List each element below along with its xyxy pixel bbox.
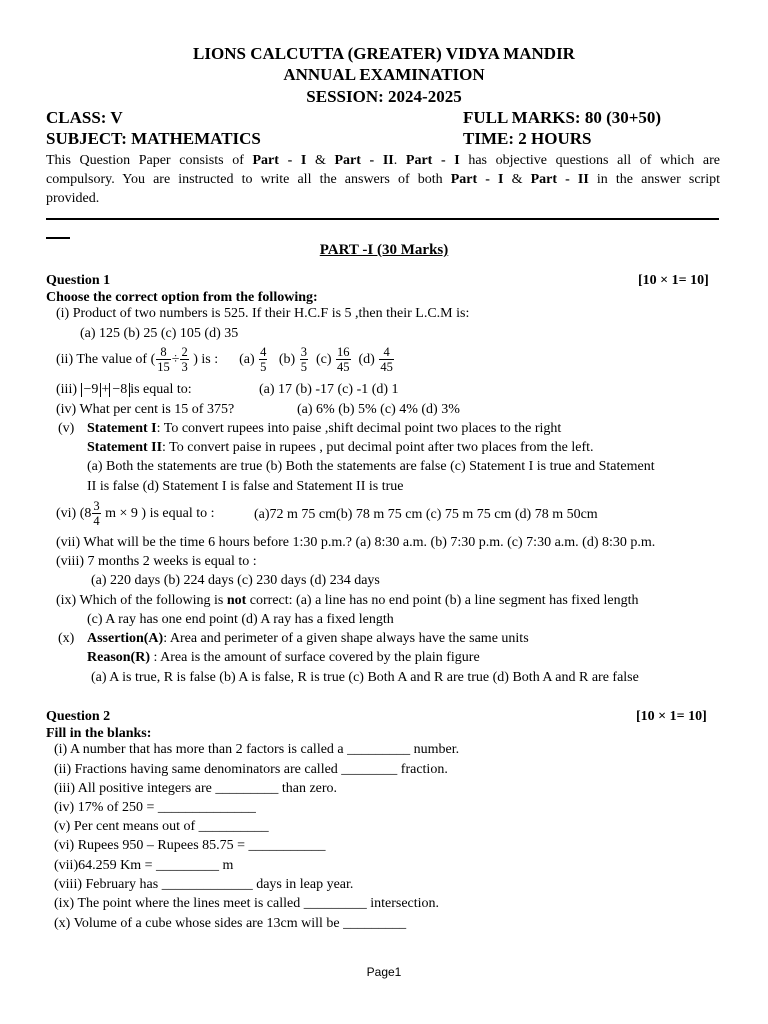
q1-v-statement-2: Statement II: To convert paise in rupees , put decimal point after two places from the left. bbox=[87, 440, 594, 455]
q1-ii: (ii) The value of ( $\frac{8}{15}$ ÷ $\frac{2}{3}$ ) is : (a) $\frac{4}{5}$ (b) $\frac{3}{5}$ (c) $\frac{16}{45}$ (d) $\frac{4}{45}$ bbox=[56, 345, 393, 375]
q1-x-reason: Reason(R) : Area is the amount of surface covered by the plain figure bbox=[87, 650, 480, 665]
q1-ix-line-2: (c) A ray has one end point (d) A ray has a fixed length bbox=[87, 612, 394, 627]
divider-line-tail bbox=[46, 237, 70, 239]
q1-v-statement-1: Statement I: To convert rupees into paise ,shift decimal point two places to the right bbox=[87, 421, 562, 436]
absolute-value: −8 bbox=[109, 383, 130, 397]
q1-iv-options: (a) 6% (b) 5% (c) 4% (d) 3% bbox=[297, 402, 460, 417]
fraction: $\frac{4}{45}$ bbox=[380, 345, 393, 375]
q1-viii-question: (viii) 7 months 2 weeks is equal to : bbox=[56, 554, 257, 569]
blank-item: (ix) The point where the lines meet is called _________ intersection. bbox=[54, 896, 440, 911]
blank-item: (v) Per cent means out of __________ bbox=[54, 819, 269, 834]
question-2-marks: [10 × 1= 10] bbox=[636, 709, 707, 724]
q1-iv-question: (iv) What per cent is 15 of 375? bbox=[56, 402, 235, 417]
part-1-title: PART -I (30 Marks) bbox=[319, 242, 449, 258]
time-label: TIME: 2 HOURS bbox=[463, 129, 592, 148]
blank-item: (iv) 17% of 250 = ______________ bbox=[54, 800, 256, 815]
question-2-instruction: Fill in the blanks: bbox=[46, 726, 152, 741]
absolute-value: −9 bbox=[81, 383, 102, 397]
q1-vi: (vi) (8 $\frac{3}{4}$ m × 9 ) is equal to : bbox=[56, 499, 215, 529]
subject-label: SUBJECT: MATHEMATICS bbox=[46, 129, 261, 148]
fraction: $\frac{16}{45}$ bbox=[337, 345, 350, 375]
fraction: $\frac{3}{5}$ bbox=[300, 345, 307, 375]
q1-x-number: (x) bbox=[58, 631, 75, 646]
exam-title: ANNUAL EXAMINATION bbox=[283, 65, 485, 84]
q1-iii: (iii) −9 + −8 is equal to: bbox=[56, 382, 192, 397]
fraction: $\frac{3}{4}$ bbox=[93, 499, 100, 529]
q1-v-options-line-2: II is false (d) Statement I is false and Statement II is true bbox=[87, 479, 404, 494]
q1-vii: (vii) What will be the time 6 hours before 1:30 p.m.? (a) 8:30 a.m. (b) 7:30 p.m. (c) 7:30 a.m. (d) 8:30 p.m. bbox=[56, 535, 656, 550]
blank-item: (viii) February has _____________ days in leap year. bbox=[54, 877, 354, 892]
blank-item: (ii) Fractions having same denominators are called ________ fraction. bbox=[54, 762, 448, 777]
class-label: CLASS: V bbox=[46, 108, 123, 127]
q1-iii-options: (a) 17 (b) -17 (c) -1 (d) 1 bbox=[259, 382, 399, 397]
divider-line bbox=[46, 218, 719, 220]
q1-i-question: (i) Product of two numbers is 525. If their H.C.F is 5 ,then their L.C.M is: bbox=[56, 306, 470, 321]
blank-item: (i) A number that has more than 2 factors is called a _________ number. bbox=[54, 742, 460, 757]
q1-x-options: (a) A is true, R is false (b) A is false, R is true (c) Both A and R are true (d) Both A and R are false bbox=[91, 670, 639, 685]
q1-x-assertion: Assertion(A): Area and perimeter of a given shape always have the same units bbox=[87, 631, 529, 646]
question-2-title: Question 2 bbox=[46, 709, 111, 724]
school-name: LIONS CALCUTTA (GREATER) VIDYA MANDIR bbox=[193, 44, 575, 63]
question-1-title: Question 1 bbox=[46, 273, 111, 288]
q1-vi-options: (a)72 m 75 cm(b) 78 m 75 cm (c) 75 m 75 cm (d) 78 m 50cm bbox=[254, 507, 598, 522]
blank-item: (iii) All positive integers are _________ than zero. bbox=[54, 781, 338, 796]
session-title: SESSION: 2024-2025 bbox=[306, 87, 462, 106]
fraction: $\frac{4}{5}$ bbox=[260, 345, 267, 375]
fraction: $\frac{2}{3}$ bbox=[181, 345, 188, 375]
fraction: $\frac{8}{15}$ bbox=[157, 345, 170, 375]
q1-i-options: (a) 125 (b) 25 (c) 105 (d) 35 bbox=[80, 326, 239, 341]
blank-item: (vii)64.259 Km = _________ m bbox=[54, 858, 234, 873]
q1-viii-options: (a) 220 days (b) 224 days (c) 230 days (d) 234 days bbox=[91, 573, 380, 588]
question-1-instruction: Choose the correct option from the following: bbox=[46, 290, 318, 305]
q1-v-number: (v) bbox=[58, 421, 75, 436]
full-marks-label: FULL MARKS: 80 (30+50) bbox=[463, 108, 662, 127]
blank-item: (x) Volume of a cube whose sides are 13cm will be _________ bbox=[54, 916, 407, 931]
question-1-marks: [10 × 1= 10] bbox=[638, 273, 709, 288]
instructions-line-1: This Question Paper consists of Part - I & Part - II. Part - I has objective questions all of which are bbox=[46, 153, 720, 168]
q1-ix: (ix) Which of the following is not correct: (a) a line has no end point (b) a line segment has fixed length bbox=[56, 593, 639, 608]
q1-v-options-line-1: (a) Both the statements are true (b) Both the statements are false (c) Statement I is true and Statement bbox=[87, 459, 655, 474]
instructions-line-2: compulsory. You are instructed to write all the answers of both Part - I & Part - II in the answer script bbox=[46, 172, 720, 187]
page-number: Page1 bbox=[366, 965, 402, 979]
instructions-line-3: provided. bbox=[46, 191, 100, 206]
blank-item: (vi) Rupees 950 – Rupees 85.75 = ___________ bbox=[54, 838, 326, 853]
